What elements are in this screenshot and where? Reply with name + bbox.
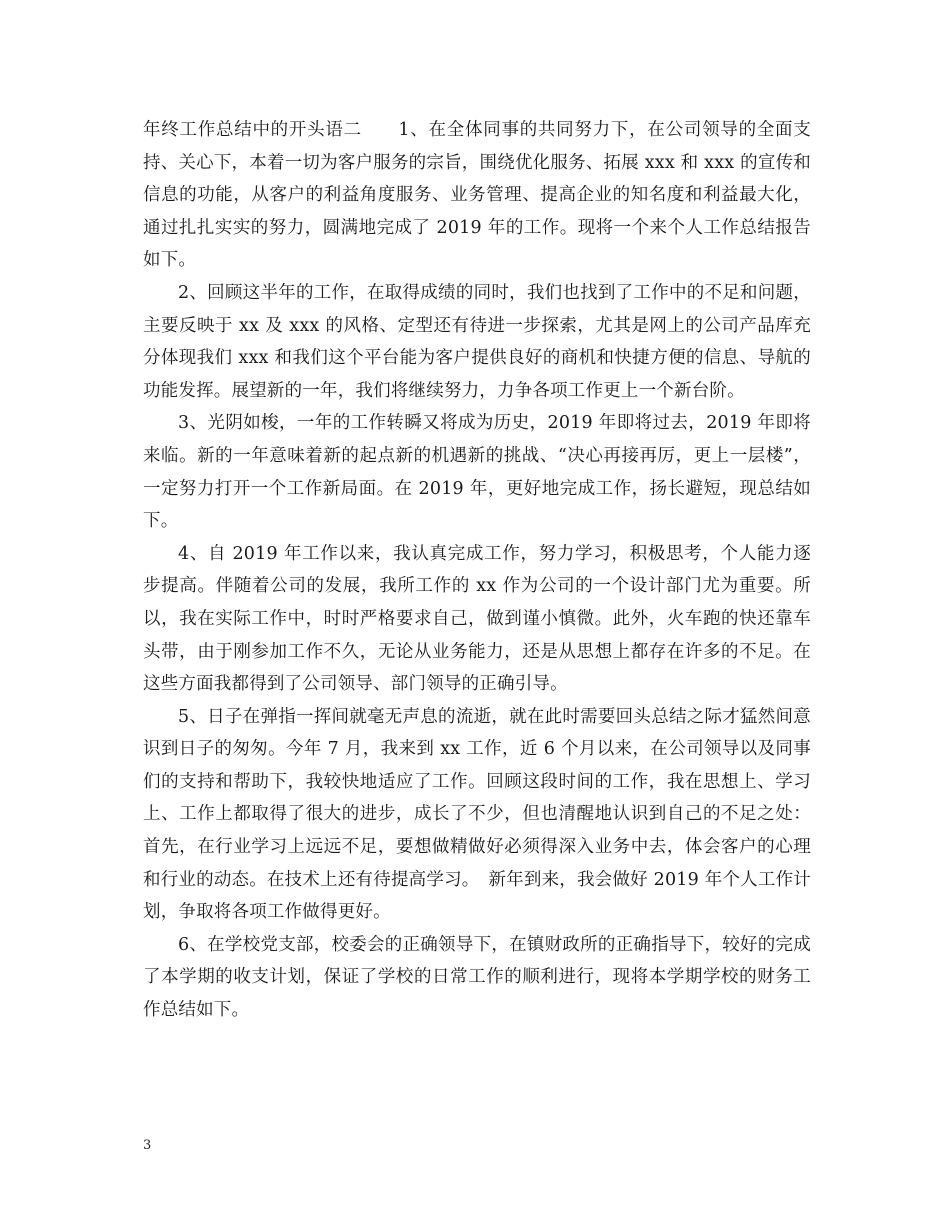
paragraph-4: 4、自 2019 年工作以来，我认真完成工作，努力学习，积极思考，个人能力逐步提高。伴随着公司的发展，我所工作的 xx 作为公司的一个设计部门尤为重要。所以，我在实际工作中，时时严格要求自己，做到谨小慎微。此外，火车跑的快还靠车头带，由于刚参加工作不久，无论从业务能力，还是从思想上都存在许多的不足。在这些方面我都得到了公司领导、部门领导的正确引导。 [143,543,811,695]
page-number: 3 [143,1138,152,1153]
paragraph-5: 5、日子在弹指一挥间就毫无声息的流逝，就在此时需要回头总结之际才猛然间意识到日子的匆匆。今年 7 月，我来到 xx 工作，近 6 个月以来，在公司领导以及同事们的支持和帮助下，我较快地适应了工作。回顾这段时间的工作，我在思想上、学习上、工作上都取得了很大的进步，成长了不少，但也清醒地认识到自己的不足之处：首先，在行业学习上远远不足，要想做精做好必须得深入业务中去，体会客户的心理和行业的动态。在技术上还有待提高学习。 新年到来，我会做好 2019 年个人工作计划，争取将各项工作做得更好。 [143,706,811,923]
document-body [143,114,811,1027]
paragraph-2: 2、回顾这半年的工作，在取得成绩的同时，我们也找到了工作中的不足和问题，主要反映于 xx 及 xxx 的风格、定型还有待进一步探索，尤其是网上的公司产品库充分体现我们 xxx 和我们这个平台能为客户提供良好的商机和快捷方便的信息、导航的功能发挥。展望新的一年，我们将继续努力，力争各项工作更上一个新台阶。 [143,282,811,401]
paragraph-3: 3、光阴如梭，一年的工作转瞬又将成为历史，2019 年即将过去，2019 年即将来临。新的一年意味着新的起点新的机遇新的挑战、“决心再接再厉，更上一层楼”，一定努力打开一个工作新局面。在 2019 年，更好地完成工作，扬长避短，现总结如下。 [143,413,811,532]
paragraph-1: 年终工作总结中的开头语二 1、在全体同事的共同努力下，在公司领导的全面支持、关心下，本着一切为客户服务的宗旨，围绕优化服务、拓展 xxx 和 xxx 的宣传和信息的功能，从客户的利益角度服务、业务管理、提高企业的知名度和利益最大化，通过扎扎实实的努力，圆满地完成了 2019 年的工作。现将一个来个人工作总结报告如下。 [143,120,811,271]
paragraph-6: 6、在学校党支部，校委会的正确领导下，在镇财政所的正确指导下，较好的完成了本学期的收支计划，保证了学校的日常工作的顺利进行，现将本学期学校的财务工作总结如下。 [143,934,811,1021]
